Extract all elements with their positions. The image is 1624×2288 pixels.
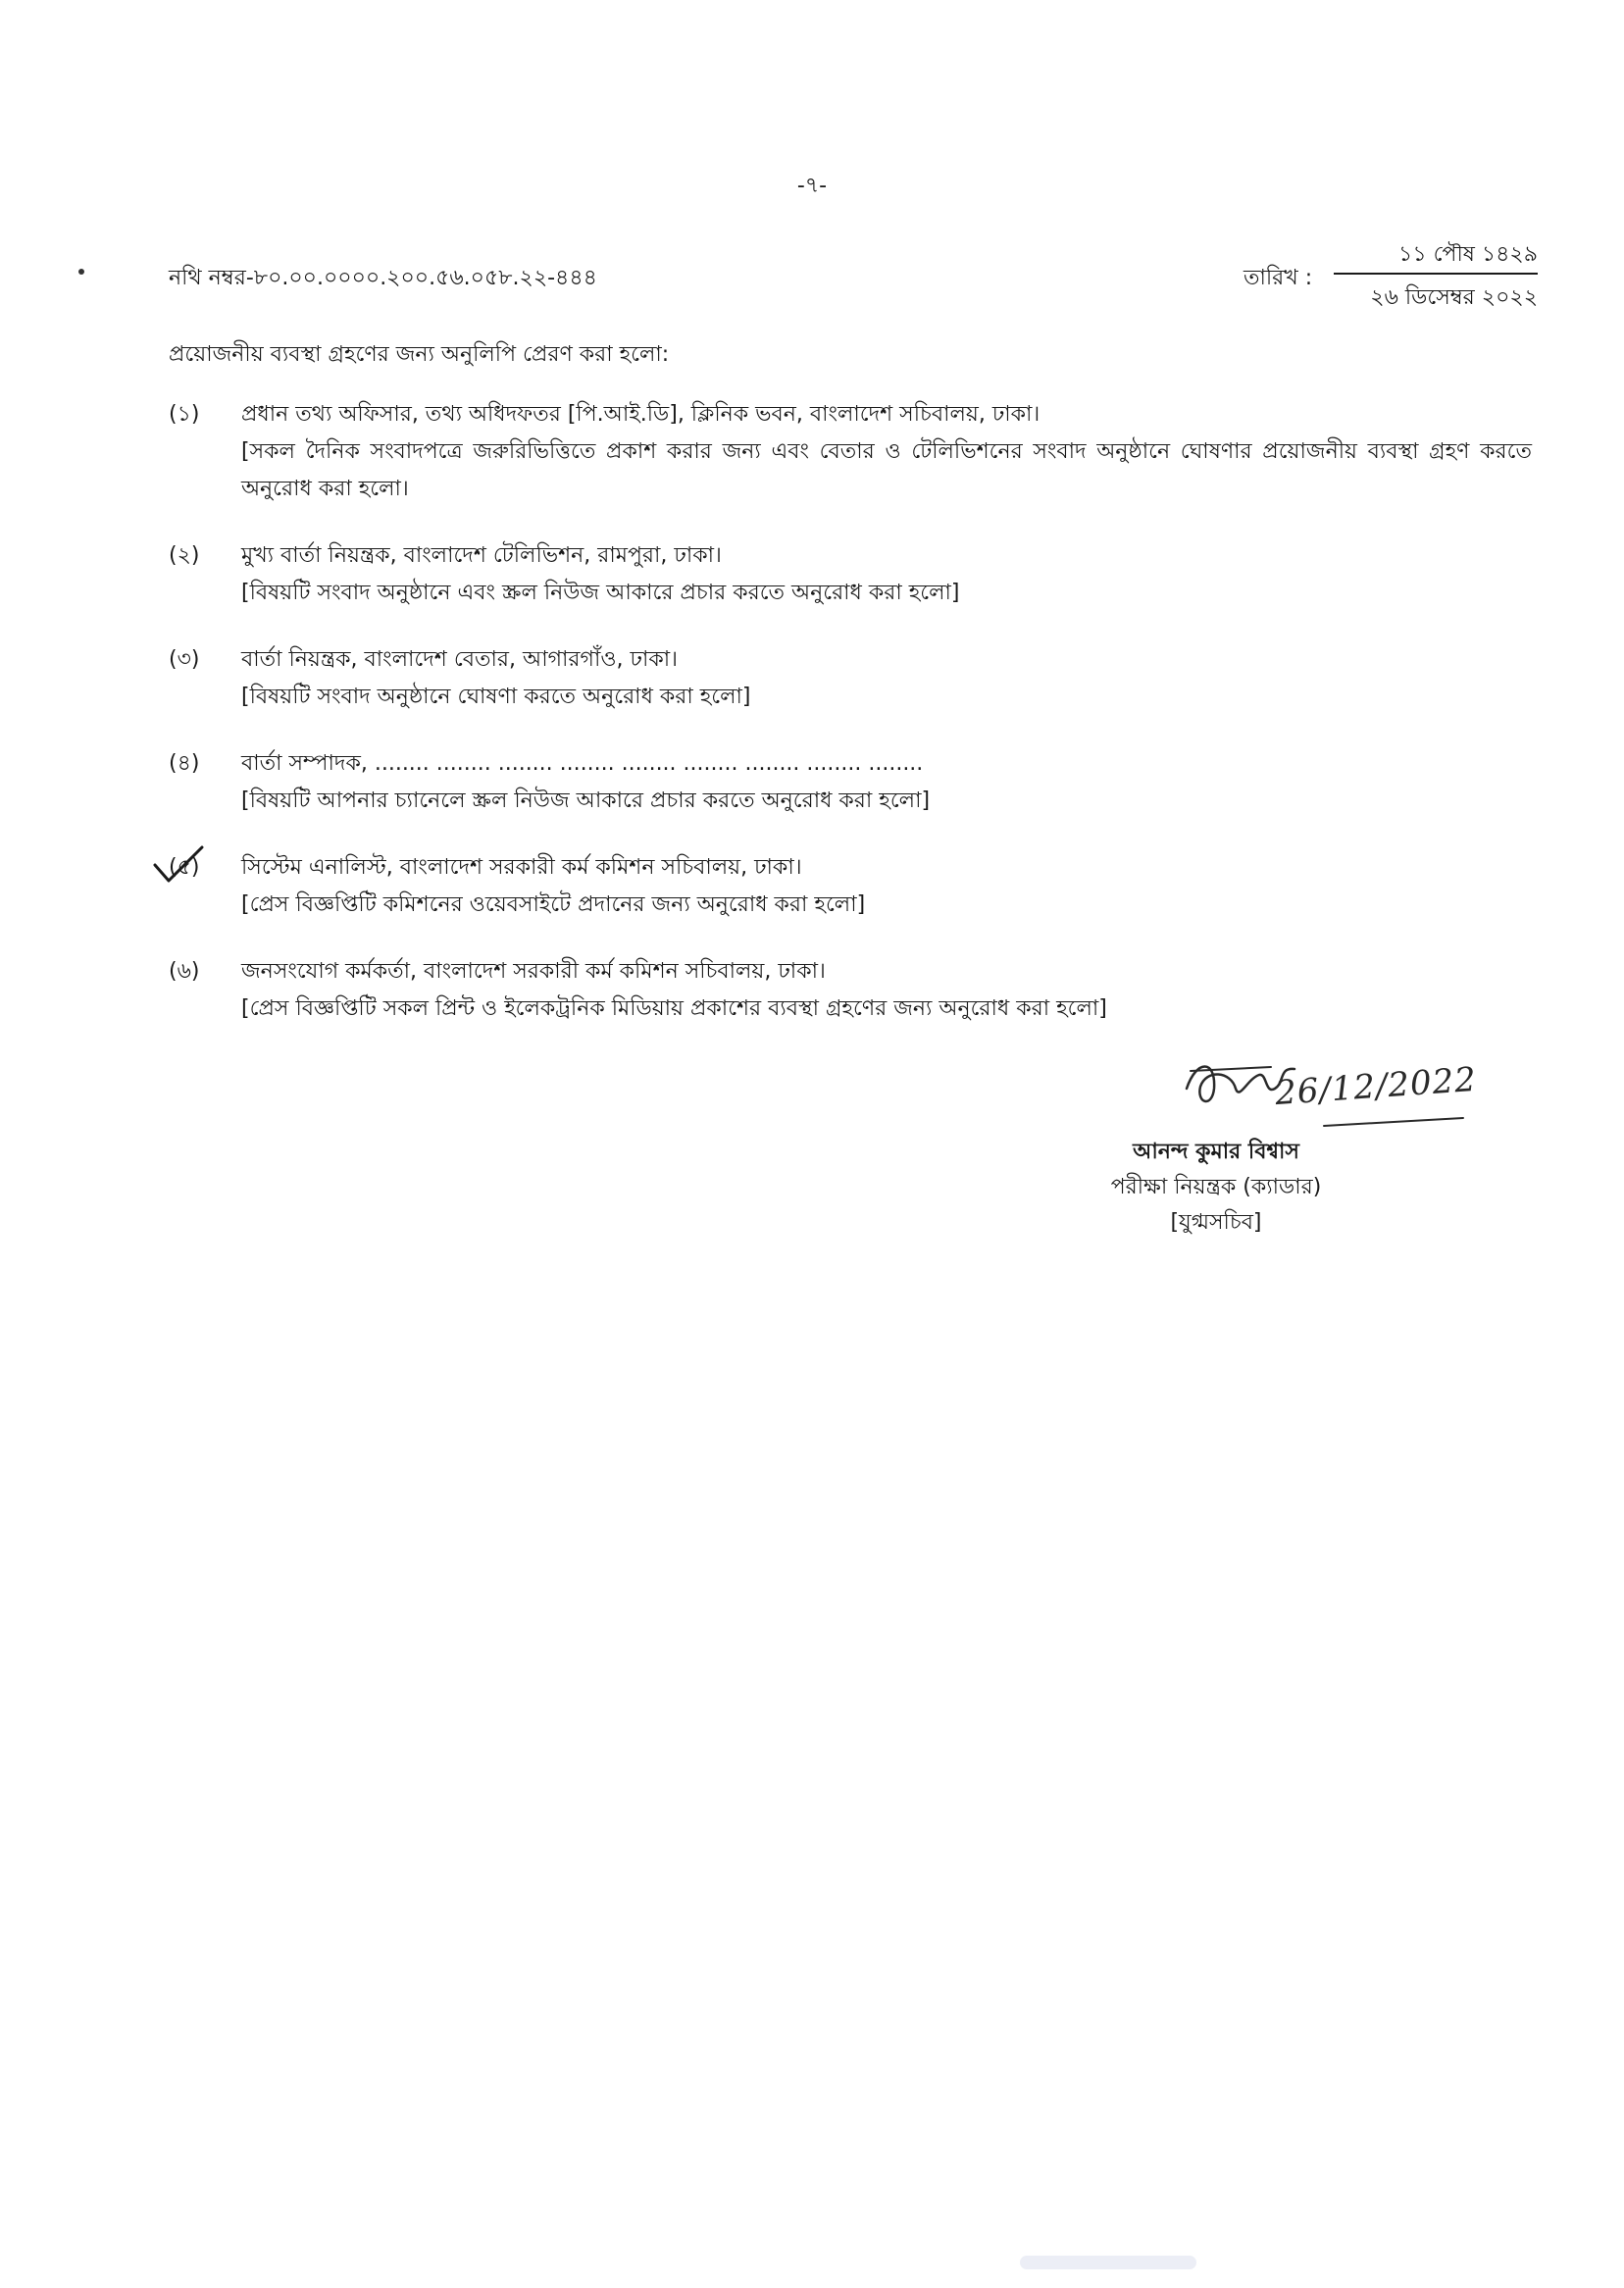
date-label: তারিখ : (1243, 266, 1313, 290)
recipient-number: (৫) (169, 855, 200, 880)
recipient-item (169, 745, 1532, 820)
recipient-name: বার্তা নিয়ন্ত্রক, বাংলাদেশ বেতার, আগারগাঁও, ঢাকা। (241, 647, 678, 672)
recipient-name: প্রধান তথ্য অফিসার, তথ্য অধিদফতর [পি.আই.ডি], ক্লিনিক ভবন, বাংলাদেশ সচিবালয়, ঢাকা। (241, 402, 1040, 427)
recipient-name: মুখ্য বার্তা নিয়ন্ত্রক, বাংলাদেশ টেলিভিশন, রামপুরা, ঢাকা। (241, 543, 722, 568)
signatory-block (1020, 1135, 1412, 1241)
date-english: ২৬ ডিসেম্বর ২০২২ (1370, 285, 1538, 310)
recipient-number: (৩) (169, 647, 200, 672)
recipient-note: [প্রেস বিজ্ঞপ্তিটি সকল প্রিন্ট ও ইলেকট্রনিক মিডিয়ায় প্রকাশের ব্যবস্থা গ্রহণের জন্য অনুরোধ করা হলো] (241, 996, 1107, 1021)
recipient-list (169, 396, 1532, 1057)
signatory-name: আনন্দ কুমার বিশ্বাস (1133, 1140, 1299, 1164)
distribution-intro: প্রয়োজনীয় ব্যবস্থা গ্রহণের জন্য অনুলিপি প্রেরণ করা হলো: (169, 342, 670, 367)
recipient-number: (১) (169, 402, 200, 427)
recipient-name: জনসংযোগ কর্মকর্তা, বাংলাদেশ সরকারী কর্ম কমিশন সচিবালয়, ঢাকা। (241, 959, 826, 984)
recipient-note: [প্রেস বিজ্ঞপ্তিটি কমিশনের ওয়েবসাইটে প্রদানের জন্য অনুরোধ করা হলো] (241, 892, 866, 917)
date-block (1243, 237, 1538, 312)
recipient-number: (৬) (169, 959, 200, 984)
memo-number: নথি নম্বর-৮০.০০.০০০০.২০০.৫৬.০৫৮.২২-৪৪৪ (169, 266, 597, 290)
recipient-note: [বিষয়টি আপনার চ্যানেলে স্ক্রল নিউজ আকারে প্রচার করতে অনুরোধ করা হলো] (241, 788, 931, 813)
recipient-item (169, 396, 1532, 508)
recipient-item (169, 849, 1532, 924)
recipient-item (169, 537, 1532, 612)
recipient-name: বার্তা সম্পাদক, ........ ........ ........ ........ ........ ........ ........ ........ ........ (241, 751, 924, 776)
recipient-note: [বিষয়টি সংবাদ অনুষ্ঠানে এবং স্ক্রল নিউজ আকারে প্রচার করতে অনুরোধ করা হলো] (241, 581, 960, 605)
recipient-note: [বিষয়টি সংবাদ অনুষ্ঠানে ঘোষণা করতে অনুরোধ করা হলো] (241, 685, 751, 709)
scan-smudge (1020, 2256, 1196, 2269)
scan-dot (78, 269, 84, 275)
page-number: -৭- (796, 174, 828, 198)
recipient-item (169, 953, 1532, 1028)
recipient-item (169, 641, 1532, 716)
recipient-name: সিস্টেম এনালিস্ট, বাংলাদেশ সরকারী কর্ম কমিশন সচিবালয়, ঢাকা। (241, 855, 802, 880)
date-divider (1334, 273, 1538, 275)
signature-date: 26/12/2022 (1273, 1059, 1479, 1114)
recipient-note: [সকল দৈনিক সংবাদপত্রে জরুরিভিত্তিতে প্রকাশ করার জন্য এবং বেতার ও টেলিভিশনের সংবাদ অনুষ্ঠানে ঘোষণার প্রয়োজনীয় ব্যবস্থা গ্রহণ করতে অনুরোধ করা হলো। (241, 439, 1532, 501)
date-bengali: ১১ পৌষ ১৪২৯ (1398, 242, 1538, 267)
recipient-number: (২) (169, 543, 200, 568)
signatory-rank: [যুগ্মসচিব] (1170, 1210, 1262, 1235)
signatory-designation: পরীক্ষা নিয়ন্ত্রক (ক্যাডার) (1110, 1175, 1322, 1199)
recipient-number: (৪) (169, 751, 200, 776)
